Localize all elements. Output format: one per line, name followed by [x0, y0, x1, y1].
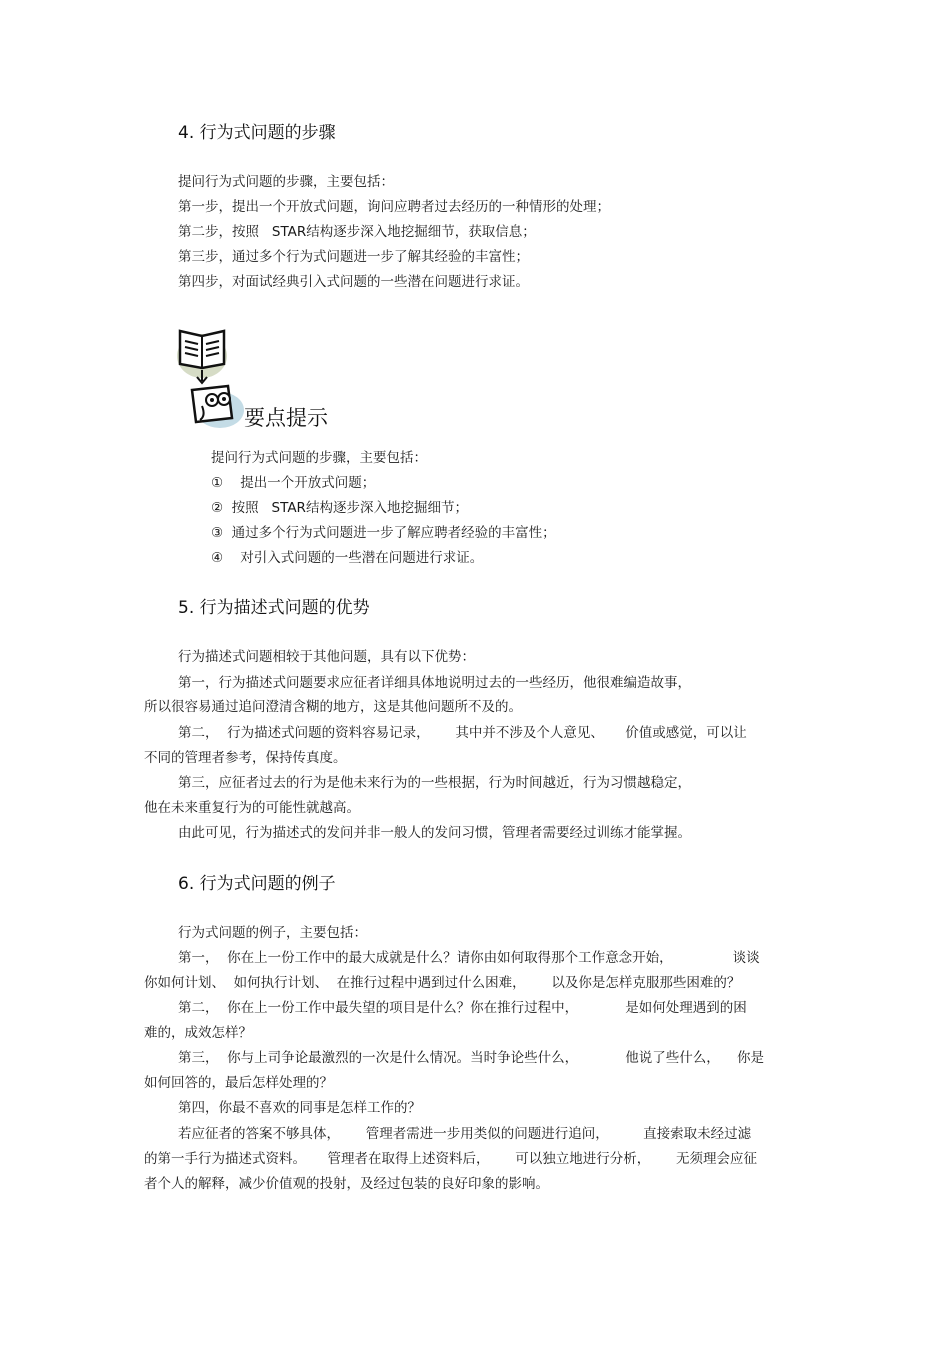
- section-6-line: 你如何计划、 如何执行计划、 在推行过程中遇到过什么困难， 以及你是怎样克服那些困难的？: [144, 975, 741, 991]
- section-5-line: 第二， 行为描述式问题的资料容易记录， 其中并不涉及个人意见、 价值或感觉，可以让: [178, 725, 747, 741]
- section-6-line: 第四，你最不喜欢的同事是怎样工作的？: [178, 1100, 421, 1116]
- section-4-line: 第三步，通过多个行为式问题进一步了解其经验的丰富性；: [178, 249, 529, 265]
- section-5-line: 行为描述式问题相较于其他问题，具有以下优势：: [178, 649, 475, 665]
- section-6-line: 第二， 你在上一份工作中最失望的项目是什么？你在推行过程中， 是如何处理遇到的困: [178, 1000, 747, 1016]
- section-6-line: 难的，成效怎样？: [144, 1025, 252, 1041]
- section-4-line: 第四步，对面试经典引入式问题的一些潜在问题进行求证。: [178, 274, 529, 290]
- section-5-line: 第一，行为描述式问题要求应征者详细具体地说明过去的一些经历，他很难编造故事，: [178, 675, 691, 691]
- section-6-line: 第三， 你与上司争论最激烈的一次是什么情况。当时争论些什么， 他说了些什么， 你是: [178, 1050, 764, 1066]
- section-6-line: 行为式问题的例子，主要包括：: [178, 925, 367, 941]
- section-6-line: 的第一手行为描述式资料。 管理者在取得上述资料后， 可以独立地进行分析， 无须理会应征: [144, 1151, 757, 1167]
- tip-line: ③ 通过多个行为式问题进一步了解应聘者经验的丰富性；: [211, 525, 556, 541]
- section-6-line: 若应征者的答案不够具体， 管理者需进一步用类似的问题进行追问， 直接索取未经过滤: [178, 1126, 752, 1142]
- section-5-line: 所以很容易通过追问澄清含糊的地方，这是其他问题所不及的。: [144, 699, 522, 715]
- section-6-line: 者个人的解释，减少价值观的投射，及经过包装的良好印象的影响。: [144, 1176, 549, 1192]
- tip-line: 提问行为式问题的步骤，主要包括：: [211, 450, 427, 466]
- section-4-line: 第二步，按照 STAR结构逐步深入地挖掘细节，获取信息；: [178, 224, 536, 240]
- section-4-line: 提问行为式问题的步骤，主要包括：: [178, 174, 394, 190]
- book-and-note-icon: [176, 326, 248, 430]
- tip-line: ④ 对引入式问题的一些潜在问题进行求证。: [211, 550, 484, 566]
- section-5-line: 不同的管理者参考，保持传真度。: [144, 750, 347, 766]
- section-4-line: 第一步，提出一个开放式问题，询问应聘者过去经历的一种情形的处理；: [178, 199, 610, 215]
- section-6-heading: 6. 行为式问题的例子: [178, 874, 336, 894]
- tip-title: 要点提示: [244, 406, 328, 430]
- section-6-line: 如何回答的，最后怎样处理的？: [144, 1075, 333, 1091]
- section-5-heading: 5. 行为描述式问题的优势: [178, 598, 370, 618]
- tip-line: ① 提出一个开放式问题；: [211, 475, 376, 491]
- section-4-heading: 4. 行为式问题的步骤: [178, 123, 336, 143]
- section-5-line: 他在未来重复行为的可能性就越高。: [144, 800, 360, 816]
- section-5-line: 第三，应征者过去的行为是他未来行为的一些根据，行为时间越近，行为习惯越稳定，: [178, 775, 691, 791]
- section-6-line: 第一， 你在上一份工作中的最大成就是什么？请你由如何取得那个工作意念开始， 谈谈: [178, 950, 760, 966]
- section-5-line: 由此可见，行为描述式的发问并非一般人的发问习惯，管理者需要经过训练才能掌握。: [178, 825, 691, 841]
- tip-line: ② 按照 STAR结构逐步深入地挖掘细节；: [211, 500, 468, 516]
